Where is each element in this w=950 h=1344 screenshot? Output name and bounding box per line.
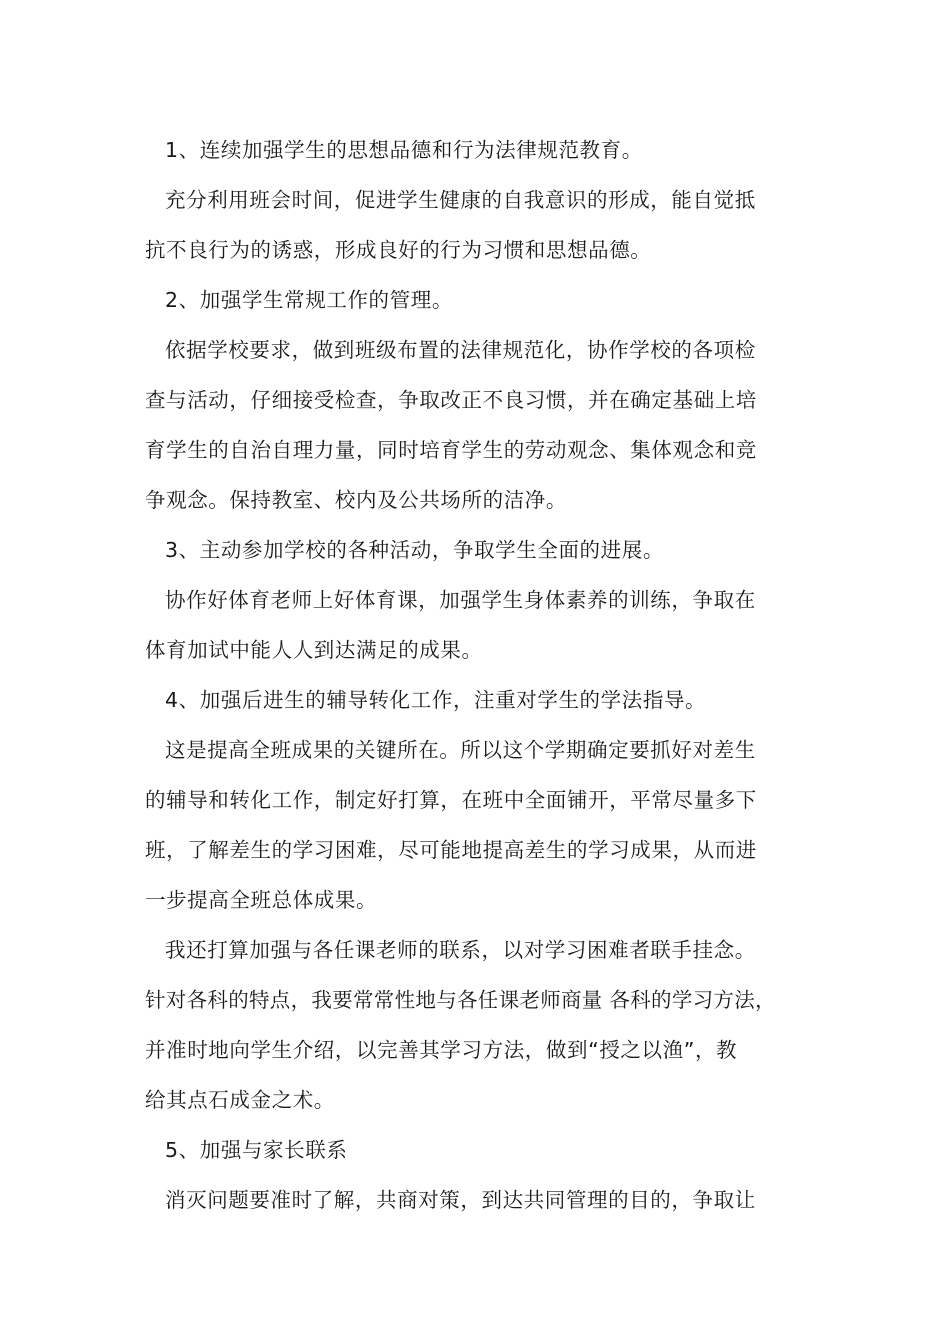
heading-item-1: 1、连续加强学生的思想品德和行为法律规范教育。	[165, 138, 643, 162]
paragraph-line: 班，了解差生的学习困难，尽可能地提高差生的学习成果，从而进	[145, 838, 757, 862]
paragraph-line: 给其点石成金之术。	[145, 1088, 335, 1112]
paragraph-line: 我还打算加强与各任课老师的联系，以对学习困难者联手挂念。	[165, 938, 756, 962]
paragraph-line: 体育加试中能人人到达满足的成果。	[145, 638, 483, 662]
paragraph-line: 的辅导和转化工作，制定好打算，在班中全面铺开，平常尽量多下	[145, 788, 757, 812]
paragraph-line: 针对各科的特点，我要常常性地与各任课老师商量 各科的学习方法，	[145, 988, 776, 1012]
paragraph-line: 这是提高全班成果的关键所在。所以这个学期确定要抓好对差生	[165, 738, 756, 762]
paragraph-line: 抗不良行为的诱惑，形成良好的行为习惯和思想品德。	[145, 238, 652, 262]
heading-item-2: 2、加强学生常规工作的管理。	[165, 288, 453, 312]
paragraph-line: 争观念。保持教室、校内及公共场所的洁净。	[145, 488, 567, 512]
heading-item-3: 3、主动参加学校的各种活动，争取学生全面的进展。	[165, 538, 664, 562]
paragraph-line: 依据学校要求，做到班级布置的法律规范化，协作学校的各项检	[165, 338, 756, 362]
heading-item-5: 5、加强与家长联系	[165, 1138, 348, 1162]
paragraph-line: 查与活动，仔细接受检查，争取改正不良习惯，并在确定基础上培	[145, 388, 757, 412]
paragraph-line: 并准时地向学生介绍，以完善其学习方法，做到“授之以渔”，教	[145, 1038, 738, 1062]
paragraph-line: 消灭问题要准时了解，共商对策，到达共同管理的目的，争取让	[165, 1188, 756, 1212]
paragraph-line: 充分利用班会时间，促进学生健康的自我意识的形成，能自觉抵	[165, 188, 756, 212]
heading-item-4: 4、加强后进生的辅导转化工作，注重对学生的学法指导。	[165, 688, 707, 712]
paragraph-line: 育学生的自治自理力量，同时培育学生的劳动观念、集体观念和竞	[145, 438, 757, 462]
paragraph-line: 协作好体育老师上好体育课，加强学生身体素养的训练，争取在	[165, 588, 756, 612]
paragraph-line: 一步提高全班总体成果。	[145, 888, 378, 912]
